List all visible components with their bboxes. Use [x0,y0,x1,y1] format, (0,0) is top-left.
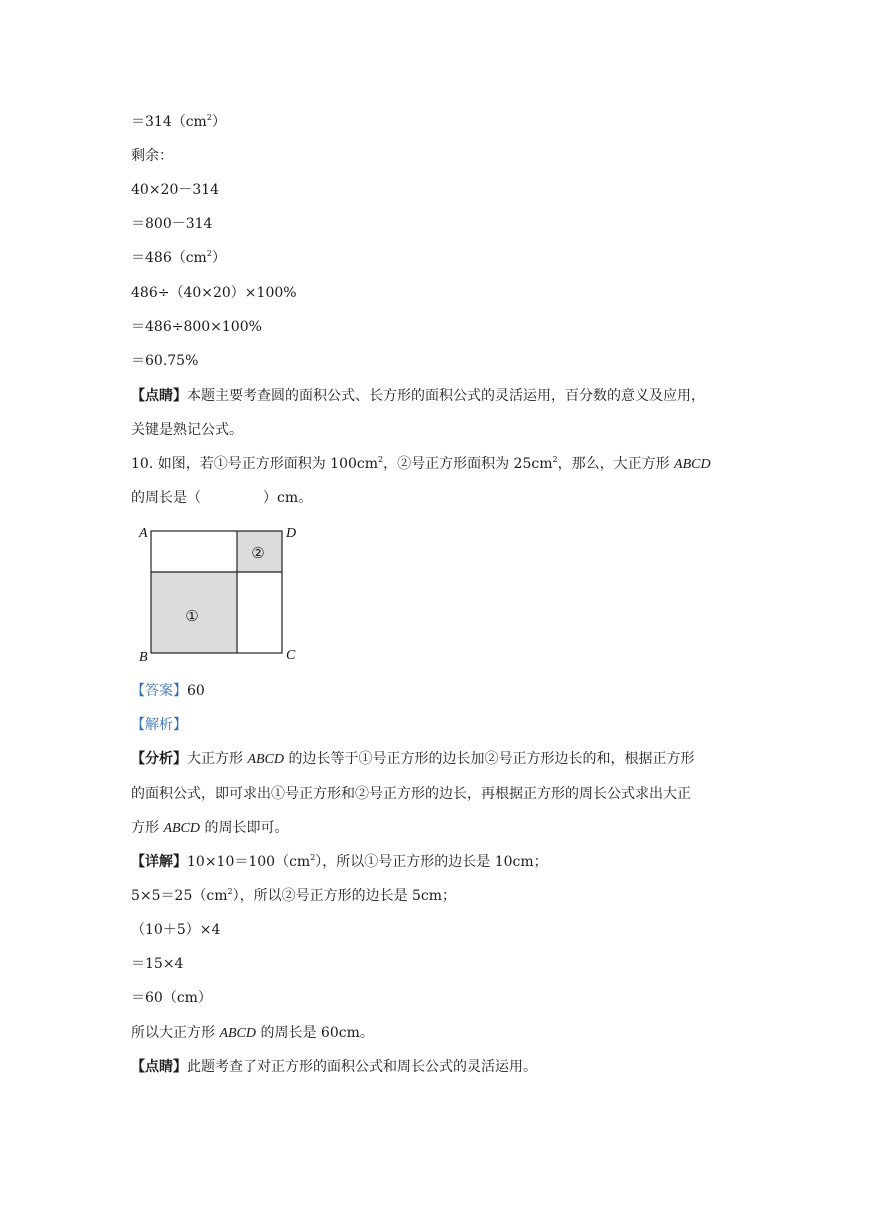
analysis-text-1 [131,750,694,769]
analysis-text-3 [131,819,288,838]
square-name: ABCD [674,457,711,472]
detail-text: 5×5＝25（cm [131,888,228,904]
superscript: 2 [206,249,212,258]
detail-text: 的周长是 60cm。 [256,1025,374,1041]
detail-line-6 [131,1024,374,1043]
analysis-text-2: 的面积公式，即可求出①号正方形和②号正方形的边长，再根据正方形的周长公式求出大正 [131,786,691,802]
question-text: ）cm。 [263,490,313,506]
square-name: ABCD [163,821,201,836]
detail-line-2 [131,887,456,905]
square-name: ABCD [247,752,285,767]
analysis-label: 【解析】 [131,717,187,733]
square-name: ABCD [219,1026,257,1041]
detail-text: ），所以②号正方形的边长是 5cm； [232,888,457,904]
detail-text: 10×10＝100（cm [187,854,311,870]
analysis-text: 的边长等于①号正方形的边长加②号正方形边长的和，根据正方形 [284,751,695,767]
question-text: 10. 如图，若①号正方形面积为 100cm [131,456,379,472]
calc-line: ＝486÷800×100% [131,319,262,335]
square-2-label: ② [251,544,265,562]
analysis-text: 大正方形 [187,751,248,767]
calc-text: ＝486（cm [131,250,207,266]
calc-text: ） [211,250,226,266]
calc-line: 486÷（40×20）×100% [131,285,297,301]
vertex-b: B [139,650,148,665]
calc-text: ＝314（cm [131,114,207,130]
key-point-label: 【点睛】 [131,388,187,404]
key-point-2 [131,1058,537,1076]
square-1-label: ① [185,607,199,625]
answer-value: 60 [187,683,205,699]
superscript: 2 [310,853,316,862]
detail-text: 所以大正方形 [131,1025,220,1041]
detail-line-4: ＝15×4 [131,956,184,972]
square-figure [136,522,306,667]
key-point-1-continued: 关键是熟记公式。 [131,422,243,438]
question-text: ，那么，大正方形 [557,456,675,472]
question-10 [131,455,711,474]
detail-label: 【详解】 [131,854,187,870]
key-point-label: 【点睛】 [131,1059,187,1075]
calc-line: ＝800－314 [131,216,213,232]
detail-line-3: （10＋5）×4 [131,922,221,938]
detail-text: ），所以①号正方形的边长是 10cm； [315,854,548,870]
superscript: 2 [227,887,233,896]
superscript: 2 [378,455,384,464]
analysis-text: 方形 [131,820,164,836]
analysis-text: 的周长即可。 [200,820,289,836]
question-10-line-2 [131,489,312,507]
remaining-label: 剩余： [131,148,173,164]
key-point-text: 此题考查了对正方形的面积公式和周长公式的灵活运用。 [187,1059,537,1075]
superscript: 2 [552,455,558,464]
calc-line: 40×20－314 [131,182,220,198]
question-text: ，②号正方形面积为 25cm [383,456,553,472]
calc-text: ） [211,114,226,130]
calc-line: ＝60.75% [131,353,199,369]
detail-line-1 [131,853,548,871]
calc-line-area [131,113,226,131]
key-point-text: 本题主要考查圆的面积公式、长方形的面积公式的灵活运用，百分数的意义及应用， [187,388,705,404]
analysis-section-label: 【分析】 [131,751,187,767]
vertex-a: A [139,526,148,541]
answer-line [131,682,205,700]
calc-line-area [131,249,226,267]
key-point-1 [131,387,705,405]
detail-line-5: ＝60（cm） [131,990,212,1006]
question-text: 的周长是（ [131,490,201,506]
superscript: 2 [206,113,212,122]
vertex-d: D [286,526,297,541]
answer-label: 【答案】 [131,683,187,699]
vertex-c: C [286,648,296,663]
